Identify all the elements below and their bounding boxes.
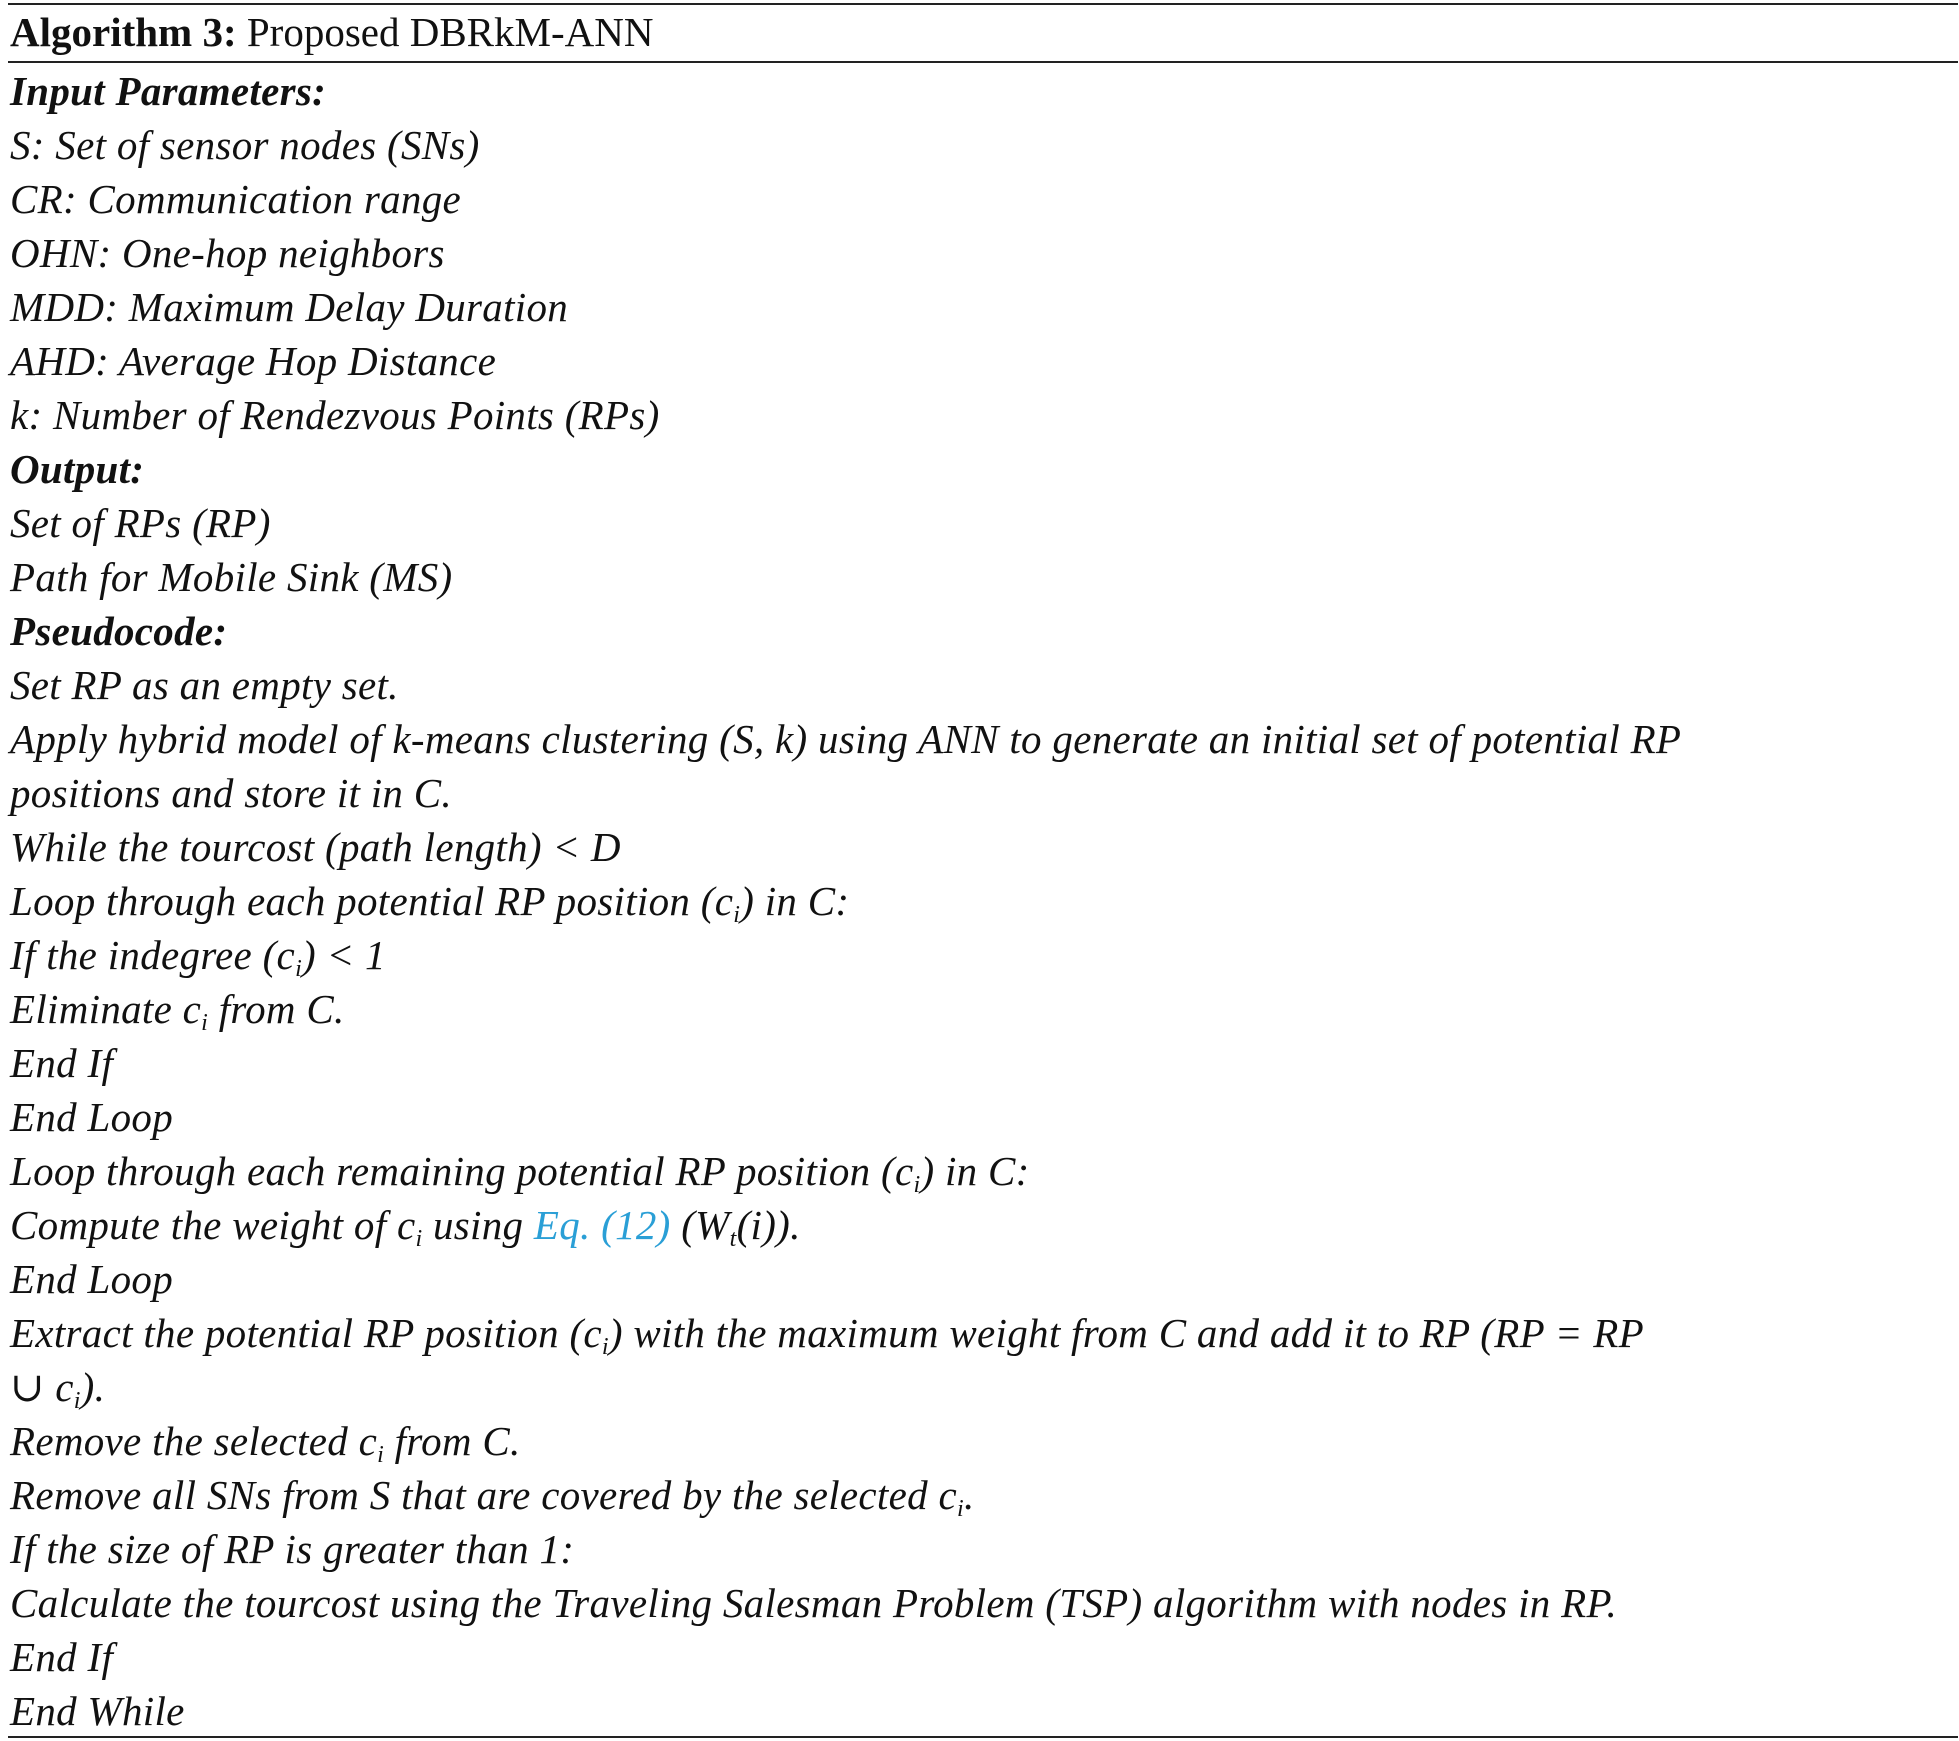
- pseudocode-line: Remove the selected ci from C.: [10, 1418, 521, 1468]
- pseudocode-line: End While: [10, 1688, 185, 1734]
- output-item: Set of RPs (RP): [10, 500, 271, 546]
- pseudocode-line: End Loop: [10, 1256, 173, 1302]
- input-item: OHN: One-hop neighbors: [10, 230, 445, 276]
- pseudocode-line: positions and store it in C.: [10, 770, 452, 816]
- output-heading: Output:: [10, 446, 145, 492]
- pseudocode-line: Set RP as an empty set.: [10, 662, 399, 708]
- pseudocode-line: If the indegree (ci) < 1: [10, 932, 386, 982]
- pseudocode-heading: Pseudocode:: [10, 608, 228, 654]
- pseudocode-line: Compute the weight of ci using Eq. (12) (Wt(i)).: [10, 1202, 801, 1252]
- caption-rule: [8, 61, 1958, 63]
- input-item: CR: Communication range: [10, 176, 462, 222]
- input-item: k: Number of Rendezvous Points (RPs): [10, 392, 660, 438]
- equation-reference-link[interactable]: Eq. (12): [533, 1202, 671, 1248]
- algorithm-title: Proposed DBRkM-ANN: [246, 9, 654, 55]
- pseudocode-line: Loop through each remaining potential RP position (ci) in C:: [10, 1148, 1030, 1198]
- pseudocode-line: If the size of RP is greater than 1:: [10, 1526, 575, 1572]
- pseudocode-line: End Loop: [10, 1094, 173, 1140]
- pseudocode-line: While the tourcost (path length) < D: [10, 824, 621, 870]
- output-item: Path for Mobile Sink (MS): [10, 554, 453, 600]
- pseudocode-line: End If: [10, 1040, 114, 1086]
- pseudocode-line: Extract the potential RP position (ci) with the maximum weight from C and add it to RP (RP = RP: [10, 1310, 1644, 1360]
- input-item: MDD: Maximum Delay Duration: [10, 284, 569, 330]
- pseudocode-line: Apply hybrid model of k-means clustering (S, k) using ANN to generate an initial set of potential RP: [10, 716, 1682, 762]
- bottom-rule: [8, 1736, 1958, 1738]
- input-heading: Input Parameters:: [10, 68, 327, 114]
- algorithm-caption: [10, 2, 653, 62]
- input-item: AHD: Average Hop Distance: [10, 338, 497, 384]
- pseudocode-line: Eliminate ci from C.: [10, 986, 345, 1036]
- algorithm-label: Algorithm 3:: [10, 9, 237, 55]
- algorithm-body: [10, 64, 1955, 1738]
- input-item: S: Set of sensor nodes (SNs): [10, 122, 480, 168]
- pseudocode-line: Remove all SNs from S that are covered by the selected ci.: [10, 1472, 975, 1522]
- pseudocode-line: End If: [10, 1634, 114, 1680]
- pseudocode-line: Loop through each potential RP position (ci) in C:: [10, 878, 850, 928]
- pseudocode-line: ∪ ci).: [10, 1364, 106, 1414]
- pseudocode-line: Calculate the tourcost using the Traveling Salesman Problem (TSP) algorithm with nodes in RP.: [10, 1580, 1618, 1626]
